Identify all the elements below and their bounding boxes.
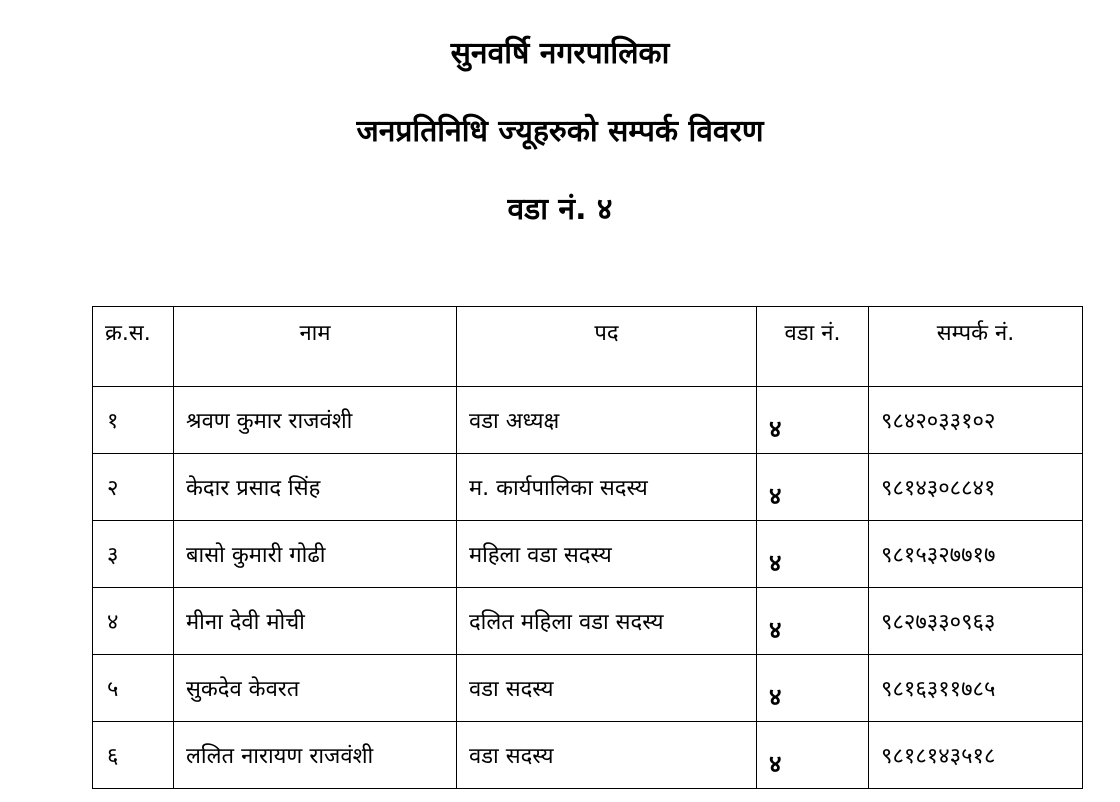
table-row [93, 521, 1083, 588]
ward-cell: ४ [757, 655, 869, 722]
ward-heading: वडा नं. ४ [507, 192, 613, 227]
contact-cell: ९८१६३११७८५ [869, 655, 1083, 722]
contact-cell: ९८१८१४३५१८ [869, 722, 1083, 789]
name-cell: श्रवण कुमार राजवंशी [174, 387, 457, 454]
table-row [93, 722, 1083, 789]
ward-cell: ४ [757, 454, 869, 521]
contact-cell: ९८१५३२७७१७ [869, 521, 1083, 588]
ward-cell: ४ [757, 521, 869, 588]
column-header-name: नाम [174, 307, 457, 387]
post-cell: म. कार्यपालिका सदस्य [457, 454, 757, 521]
post-cell: दलित महिला वडा सदस्य [457, 588, 757, 655]
serial-cell: ४ [93, 588, 174, 655]
contact-cell: ९८४२०३३१०२ [869, 387, 1083, 454]
ward-cell: ४ [757, 722, 869, 789]
ward-cell: ४ [757, 588, 869, 655]
table-row [93, 588, 1083, 655]
table-row [93, 655, 1083, 722]
name-cell: बासो कुमारी गोढी [174, 521, 457, 588]
serial-cell: २ [93, 454, 174, 521]
name-cell: ललित नारायण राजवंशी [174, 722, 457, 789]
document-subtitle: जनप्रतिनिधि ज्यूहरुको सम्पर्क विवरण [356, 114, 764, 149]
post-cell: वडा सदस्य [457, 655, 757, 722]
contact-cell: ९८१४३०८८४१ [869, 454, 1083, 521]
ward-cell: ४ [757, 387, 869, 454]
table-header-row [93, 307, 1083, 387]
table-row [93, 454, 1083, 521]
contact-cell: ९८२७३३०९६३ [869, 588, 1083, 655]
representatives-table [92, 306, 1083, 789]
name-cell: सुकदेव केवरत [174, 655, 457, 722]
serial-cell: ५ [93, 655, 174, 722]
post-cell: वडा सदस्य [457, 722, 757, 789]
serial-cell: १ [93, 387, 174, 454]
serial-cell: ३ [93, 521, 174, 588]
post-cell: वडा अध्यक्ष [457, 387, 757, 454]
column-header-ward: वडा नं. [757, 307, 869, 387]
table-row [93, 387, 1083, 454]
serial-cell: ६ [93, 722, 174, 789]
column-header-serial: क्र.स. [93, 307, 174, 387]
name-cell: केदार प्रसाद सिंह [174, 454, 457, 521]
name-cell: मीना देवी मोची [174, 588, 457, 655]
column-header-post: पद [457, 307, 757, 387]
post-cell: महिला वडा सदस्य [457, 521, 757, 588]
column-header-contact: सम्पर्क नं. [869, 307, 1083, 387]
municipality-title: सुनवर्षि नगरपालिका [450, 36, 670, 71]
